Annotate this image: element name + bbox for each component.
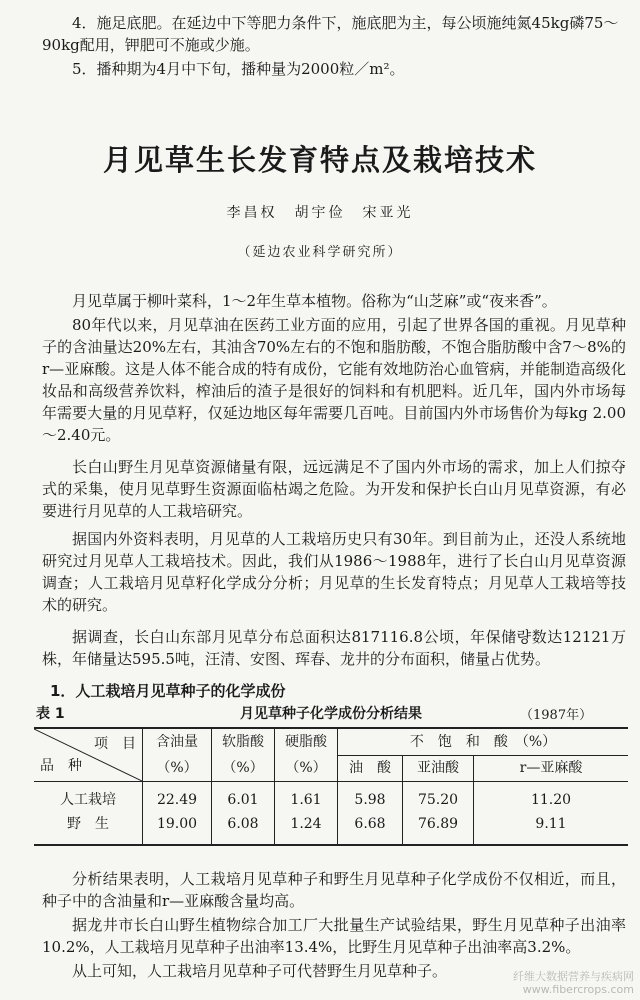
cell-linoleic: 76.89: [403, 812, 474, 845]
cell-oleic: 6.68: [338, 812, 403, 845]
cell-linoleic: 75.20: [403, 782, 474, 813]
paragraph-resources: 长白山野生月见草资源储量有限，远远满足不了国内外市场的需求，加上人们掠夺式的采集，使月见草野生资源面临枯竭之危险。为开发和保护长白山月见草资源，有必要进行月见草的人工栽培研究。: [42, 458, 626, 520]
header-palmitic: 软脂酸: [212, 728, 275, 755]
cell-gla: 9.11: [535, 816, 567, 832]
composition-table: [34, 727, 628, 846]
paragraph-yield: 据龙井市长白山野生植物综合加工厂大批量生产试验结果，野生月见草种子出油率10.2%，人工栽培月见草种子出油率13.4%，比野生月见草种子出油率高3.2%。: [42, 916, 626, 956]
paragraph-conclusion: 从上可知，人工栽培月见草种子可代替野生月见草种子。: [72, 962, 448, 980]
prev-item-5: 5．播种期为4月中下旬，播种量为2000粒／m²。: [72, 60, 405, 78]
header-unsaturated: 不 饱 和 酸 （%）: [338, 728, 629, 755]
corner-variety-label: 品 种: [40, 758, 82, 774]
paragraph-survey: 据调查，长白山东部月见草分布总面积达817116.8公顷，年保储량数达12121万株，年储量达595.5吨，汪清、安图、珲春、龙井的分布面积，储量占优势。: [42, 628, 626, 668]
corner-item-label: 项 目: [94, 736, 136, 752]
table-title: 月见草种子化学成份分析结果: [240, 706, 422, 722]
table-row: [34, 812, 628, 845]
cell-oil: 19.00: [143, 812, 212, 845]
watermark-text: 纤维大数据营养与疾病网 www.fibercrops.com: [513, 970, 634, 996]
article-affiliation: （延边农业科学研究所）: [237, 245, 403, 260]
cell-oleic: 5.98: [338, 782, 403, 813]
table-year: （1987年）: [520, 708, 593, 723]
section-heading: 1．人工栽培月见草种子的化学成份: [50, 682, 286, 700]
header-oil: 含油量: [143, 728, 212, 755]
prev-item-4: 4．施足底肥。在延边中下等肥力条件下，施底肥为主，每公顷施纯氮45kg磷75～90kg配用，钾肥可不施或少施。: [42, 14, 619, 54]
article-authors: 李昌权 胡宇俭 宋亚光: [226, 205, 414, 221]
paragraph-intro: 月见草属于柳叶菜科，1～2年生草本植物。俗称为“山芝麻”或“夜来香”。: [72, 292, 557, 310]
article-title: 月见草生长发育特点及栽培技术: [102, 143, 537, 177]
cell-stearic: 1.24: [275, 812, 338, 845]
unit-oil: （%）: [143, 755, 212, 782]
cell-gla: 11.20: [530, 792, 572, 808]
row-name: 野 生: [34, 812, 143, 845]
cell-palmitic: 6.08: [212, 812, 275, 845]
header-oleic: 油 酸: [338, 755, 403, 782]
paragraph-history: 据国内外资料表明，月见草的人工栽培历史只有30年。到目前为止，还没人系统地研究过月见草人工栽培技术。因此，我们从1986～1988年，进行了长白山月见草资源调查；人工栽培月见草籽化学成分分析；月见草的生长发育特点；月见草人工栽培等技术的研究。: [42, 530, 626, 614]
watermark: [513, 970, 634, 996]
cell-oil: 22.49: [143, 782, 212, 813]
table-label: 表 1: [36, 706, 65, 722]
cell-stearic: 1.61: [275, 782, 338, 813]
header-stearic: 硬脂酸: [275, 728, 338, 755]
header-gla: r—亚麻酸: [474, 755, 629, 782]
row-name: 人工栽培: [34, 782, 143, 813]
unit-palmitic: （%）: [212, 755, 275, 782]
cell-palmitic: 6.01: [212, 782, 275, 813]
paragraph-background: 80年代以来，月见草油在医药工业方面的应用，引起了世界各国的重视。月见草种子的含油量达20%左右，其油含70%左右的不饱和脂肪酸，不饱合脂肪酸中含7～8%的r—亚麻酸。这是人体不能合成的特有成份，它能有效地防治心血管病，并能制造高级化妆品和高级营养饮料，榨油后的渣子是很好的饲料和有机肥料。近几年，国内外市场每年需要大量的月见草籽，仅延边地区每年需要几百吨。目前国内外市场售价为每kg 2.00～2.40元。: [42, 316, 626, 444]
paragraph-analysis: 分析结果表明，人工栽培月见草种子和野生月见草种子化学成份不仅相近，而且，种子中的含油量和r—亚麻酸含量均高。: [42, 870, 626, 910]
unit-stearic: （%）: [275, 755, 338, 782]
table-corner: [34, 728, 143, 782]
table-row: [34, 782, 628, 813]
header-linoleic: 亚油酸: [403, 755, 474, 782]
